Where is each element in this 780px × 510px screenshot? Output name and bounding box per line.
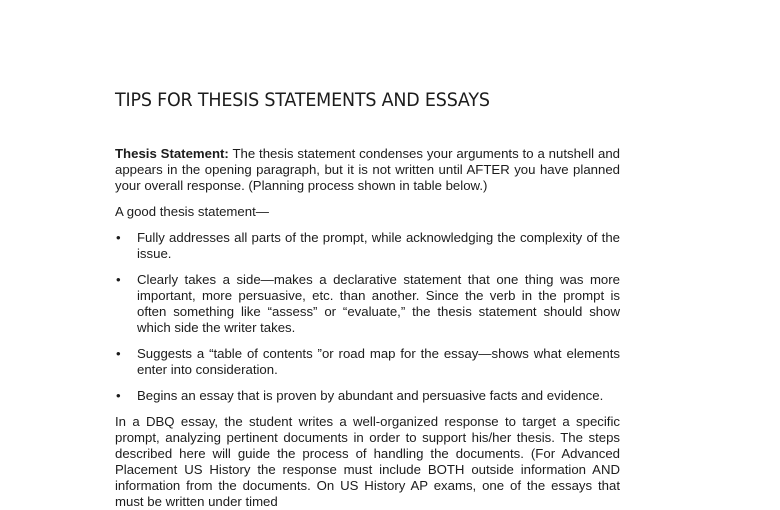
bullet-icon: • (116, 388, 121, 403)
dbq-paragraph: In a DBQ essay, the student writes a well-organized response to target a specific prompt, analyzing pertinent documents in order to support his/her thesis. The steps described here will guide the process of handling the documents. (For Advanced Placement US History the response must include BOTH outside information AND information from the documents. On US History AP exams, one of the essays that must be written under timed (115, 414, 620, 509)
bullet-text: Fully addresses all parts of the prompt, while acknowledging the complexity of the issue. (137, 230, 620, 261)
bullet-icon: • (116, 272, 121, 287)
bullet-item (115, 272, 620, 336)
bullet-item (115, 388, 620, 404)
page-title: TIPS FOR THESIS STATEMENTS AND ESSAYS (115, 89, 490, 111)
bullet-list (115, 230, 620, 404)
bullet-text: Begins an essay that is proven by abundant and persuasive facts and evidence. (137, 388, 604, 403)
bullet-text: Suggests a “table of contents ”or road map for the essay—shows what elements enter into consideration. (137, 346, 620, 377)
thesis-label: Thesis Statement: (115, 146, 229, 161)
bullet-icon: • (116, 230, 121, 245)
document-body (115, 146, 620, 510)
thesis-text: The thesis statement condenses your arguments to a nutshell and appears in the opening paragraph, but it is not written until AFTER you have planned your overall response. (Planning process shown in table below.) (115, 146, 620, 193)
intro-line: A good thesis statement— (115, 204, 269, 219)
bullet-icon: • (116, 346, 121, 361)
thesis-paragraph (115, 146, 620, 194)
bullet-item (115, 346, 620, 378)
bullet-item (115, 230, 620, 262)
bullet-text: Clearly takes a side—makes a declarative statement that one thing was more important, more persuasive, etc. than another. Since the verb in the prompt is often something like “assess” or “evaluate,” the thesis statement should show which side the writer takes. (137, 272, 620, 335)
